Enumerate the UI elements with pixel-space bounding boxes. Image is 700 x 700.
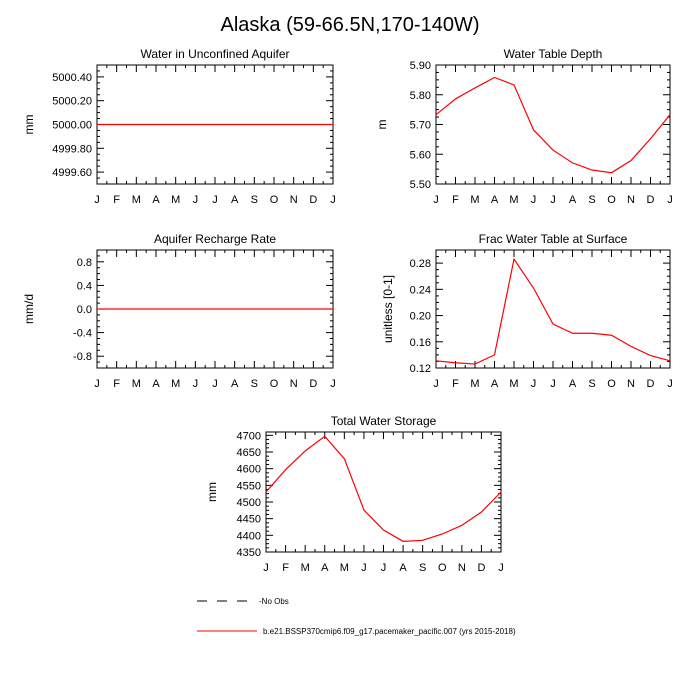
y-tick-label: 5000.00 [52, 119, 92, 132]
x-tick-label: M [171, 194, 181, 206]
x-tick-label: A [230, 378, 239, 390]
y-tick-label: 4500 [236, 497, 261, 509]
x-tick-label: A [152, 378, 160, 390]
y-tick-label: 4700 [236, 430, 261, 443]
y-tick-label: 0.4 [76, 280, 92, 293]
y-tick-label: 4550 [236, 480, 261, 493]
x-tick-label: D [646, 194, 655, 206]
y-tick-label: 4350 [236, 547, 261, 559]
x-tick-label: S [588, 378, 596, 390]
x-tick-label: D [309, 194, 318, 206]
x-tick-label: A [568, 378, 577, 390]
x-tick-label: N [289, 194, 298, 206]
x-tick-label: J [667, 194, 673, 206]
y-axis-label: mm [205, 482, 219, 502]
chart-panel-3 [22, 232, 336, 390]
series-line [436, 259, 670, 364]
x-tick-label: M [509, 194, 519, 206]
plot-frame [436, 65, 670, 184]
y-tick-label: 0.28 [409, 258, 431, 271]
x-tick-label: M [509, 378, 519, 390]
chart-panel-2 [375, 47, 673, 206]
y-tick-label: 0.0 [76, 304, 92, 316]
y-tick-label: 0.20 [409, 310, 431, 323]
x-tick-label: D [309, 378, 318, 390]
chart-title: Frac Water Table at Surface [478, 232, 628, 246]
chart-title: Water in Unconfined Aquifer [140, 47, 290, 61]
x-tick-label: S [588, 194, 596, 206]
y-tick-label: 0.24 [409, 284, 431, 297]
y-tick-label: 0.8 [76, 256, 92, 269]
chart-title: Total Water Storage [330, 414, 437, 428]
legend-label-model: b.e21.BSSP370cmip6.f09_g17.pacemaker_pacific.007 (yrs 2015-2018) [263, 627, 516, 636]
x-tick-label: O [607, 194, 616, 206]
x-tick-label: J [212, 378, 218, 390]
y-tick-label: 5000.40 [52, 71, 92, 84]
x-tick-label: A [321, 562, 329, 574]
x-tick-label: M [131, 194, 141, 206]
x-tick-label: F [452, 194, 459, 206]
y-tick-label: -0.4 [73, 327, 92, 340]
chart-title: Aquifer Recharge Rate [153, 232, 277, 246]
x-tick-label: A [399, 562, 407, 574]
y-axis-label: m [375, 119, 389, 130]
x-tick-label: J [192, 194, 199, 206]
x-tick-label: J [361, 562, 367, 574]
chart-panel-5 [205, 414, 504, 574]
x-tick-label: A [490, 378, 499, 390]
x-tick-label: N [289, 378, 298, 390]
y-tick-label: 4999.60 [52, 167, 92, 180]
x-tick-label: A [230, 194, 239, 206]
x-tick-label: N [627, 378, 635, 390]
x-tick-label: J [530, 378, 537, 390]
x-tick-label: M [131, 378, 141, 390]
plot-frame [436, 250, 670, 368]
chart-panel-4 [381, 232, 673, 390]
x-tick-label: S [250, 378, 259, 390]
plot-frame [266, 432, 501, 552]
x-tick-label: J [498, 562, 504, 574]
x-tick-label: J [433, 194, 439, 206]
x-tick-label: S [250, 194, 259, 206]
x-tick-label: A [152, 194, 160, 206]
x-tick-label: O [437, 562, 447, 574]
x-tick-label: M [300, 562, 310, 574]
x-tick-label: J [433, 378, 439, 390]
x-tick-label: J [380, 562, 387, 574]
x-tick-label: N [457, 562, 466, 574]
x-tick-label: O [269, 378, 279, 390]
series-line [266, 436, 501, 541]
x-tick-label: F [113, 194, 121, 206]
x-tick-label: F [113, 378, 121, 390]
y-axis-label: mm/d [22, 294, 36, 324]
x-tick-label: D [646, 378, 655, 390]
x-tick-label: M [339, 562, 349, 574]
x-tick-label: J [550, 194, 556, 206]
x-tick-label: A [568, 194, 577, 206]
x-tick-label: M [470, 378, 480, 390]
x-tick-label: A [490, 194, 499, 206]
y-axis-label: unitless [0-1] [381, 274, 395, 344]
x-tick-label: F [282, 562, 289, 574]
x-tick-label: M [171, 378, 181, 390]
panels-layer [22, 47, 673, 574]
figure-title: Alaska (59-66.5N,170-140W) [220, 14, 480, 36]
x-tick-label: J [263, 562, 269, 574]
chart-panel-1 [22, 47, 336, 206]
x-tick-label: J [94, 194, 100, 206]
chart-title: Water Table Depth [503, 47, 603, 61]
y-tick-label: 4600 [236, 463, 261, 476]
y-tick-label: 4650 [236, 447, 261, 459]
x-tick-label: O [607, 378, 616, 390]
x-tick-label: J [212, 194, 218, 206]
x-tick-label: J [330, 194, 336, 206]
legend-label-obs: -No Obs [259, 597, 289, 606]
y-tick-label: 4450 [236, 513, 261, 526]
y-tick-label: 5000.20 [52, 95, 92, 108]
y-tick-label: 0.12 [409, 363, 431, 375]
x-tick-label: M [470, 194, 480, 206]
x-tick-label: J [667, 378, 673, 390]
y-tick-label: -0.8 [73, 351, 92, 364]
y-tick-label: 5.80 [409, 89, 431, 102]
x-tick-label: S [418, 562, 427, 574]
y-tick-label: 5.90 [409, 60, 431, 72]
x-tick-label: J [192, 378, 199, 390]
y-tick-label: 5.50 [409, 179, 431, 191]
y-tick-label: 5.70 [409, 119, 431, 132]
x-tick-label: J [530, 194, 537, 206]
x-tick-label: J [330, 378, 336, 390]
y-tick-label: 5.60 [409, 149, 431, 162]
x-tick-label: D [477, 562, 486, 574]
x-tick-label: N [627, 194, 635, 206]
x-tick-label: J [94, 378, 100, 390]
y-tick-label: 4400 [236, 530, 261, 543]
x-tick-label: F [452, 378, 459, 390]
x-tick-label: J [550, 378, 556, 390]
y-tick-label: 0.16 [409, 336, 431, 349]
y-tick-label: 4999.80 [52, 143, 92, 156]
legend [197, 597, 516, 636]
y-axis-label: mm [22, 114, 36, 135]
x-tick-label: O [269, 194, 279, 206]
series-line [436, 78, 670, 173]
